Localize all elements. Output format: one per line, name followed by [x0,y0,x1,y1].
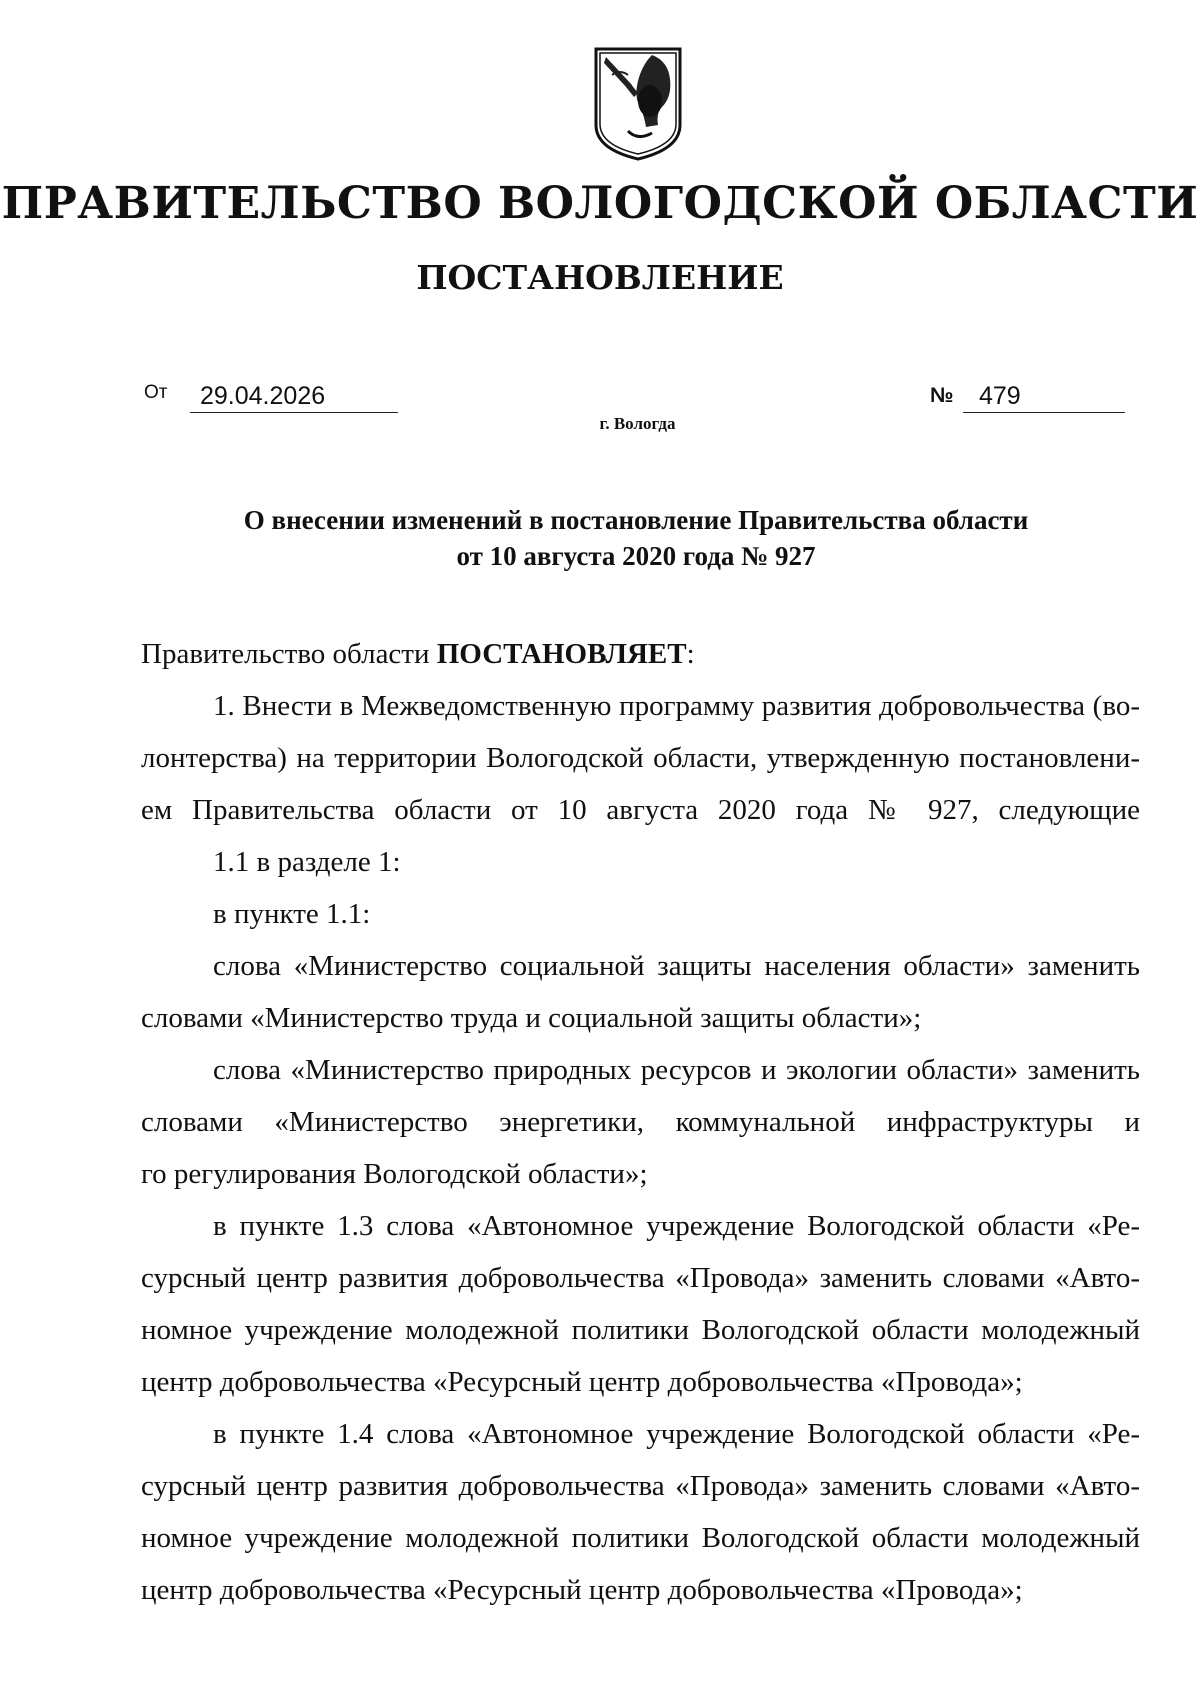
body-line: центр добровольчества «Ресурсный центр добровольчества «Провода»; [141,1574,1023,1606]
body-line: лонтерства) на территории Вологодской области, утвержденную постановлени- [141,742,1140,774]
body-line: номное учреждение молодежной политики Вологодской области молодежный [141,1314,1140,1346]
body-line: в пункте 1.1: [213,898,371,930]
body-line: номное учреждение молодежной политики Вологодской области молодежный [141,1522,1140,1554]
body-line: ем Правительства области от 10 августа 2020 года № 927, следующие [141,794,1140,826]
subject-line: от 10 августа 2020 года № 927 [456,541,816,571]
body-line: го регулирования Вологодской области»; [141,1158,648,1190]
coat-of-arms-icon [592,45,684,163]
body-line: слова «Министерство социальной защиты населения области» заменить [213,950,1140,982]
intro-text: Правительство области [141,638,437,670]
city: г. Вологда [599,414,676,433]
body-line: 1. Внести в Межведомственную программу развития добровольчества (во- [213,690,1140,722]
body-line: слова «Министерство природных ресурсов и экологии области» заменить [213,1054,1140,1086]
government-title: ПРАВИТЕЛЬСТВО ВОЛОГОДСКОЙ ОБЛАСТИ [1,178,1199,229]
number-label: № [930,384,954,407]
intro-tail: : [686,638,695,670]
intro-paragraph [141,628,1140,680]
body-line: центр добровольчества «Ресурсный центр добровольчества «Провода»; [141,1366,1023,1398]
body-line: сурсный центр развития добровольчества «Провода» заменить словами «Авто- [141,1262,1140,1294]
body-line: словами «Министерство энергетики, коммунальной инфраструктуры и [141,1106,1140,1138]
body-line: в пункте 1.4 слова «Автономное учреждение Вологодской области «Ре- [213,1418,1140,1450]
date-label: От [144,382,168,403]
document-type: ПОСТАНОВЛЕНИЕ [416,258,784,297]
body-line: в пункте 1.3 слова «Автономное учреждение Вологодской области «Ре- [213,1210,1140,1242]
body-line: словами «Министерство труда и социальной защиты области»; [141,1002,922,1034]
document-body [141,628,1140,1616]
intro-decree-word: ПОСТАНОВЛЯЕТ [436,638,687,670]
document-number: 479 [963,381,1125,413]
document-subject [0,502,1200,574]
body-line: 1.1 в разделе 1: [213,846,401,878]
document-date: 29.04.2026 [190,381,398,413]
subject-line: О внесении изменений в постановление Правительства области [243,505,1029,535]
body-line: сурсный центр развития добровольчества «Провода» заменить словами «Авто- [141,1470,1140,1502]
